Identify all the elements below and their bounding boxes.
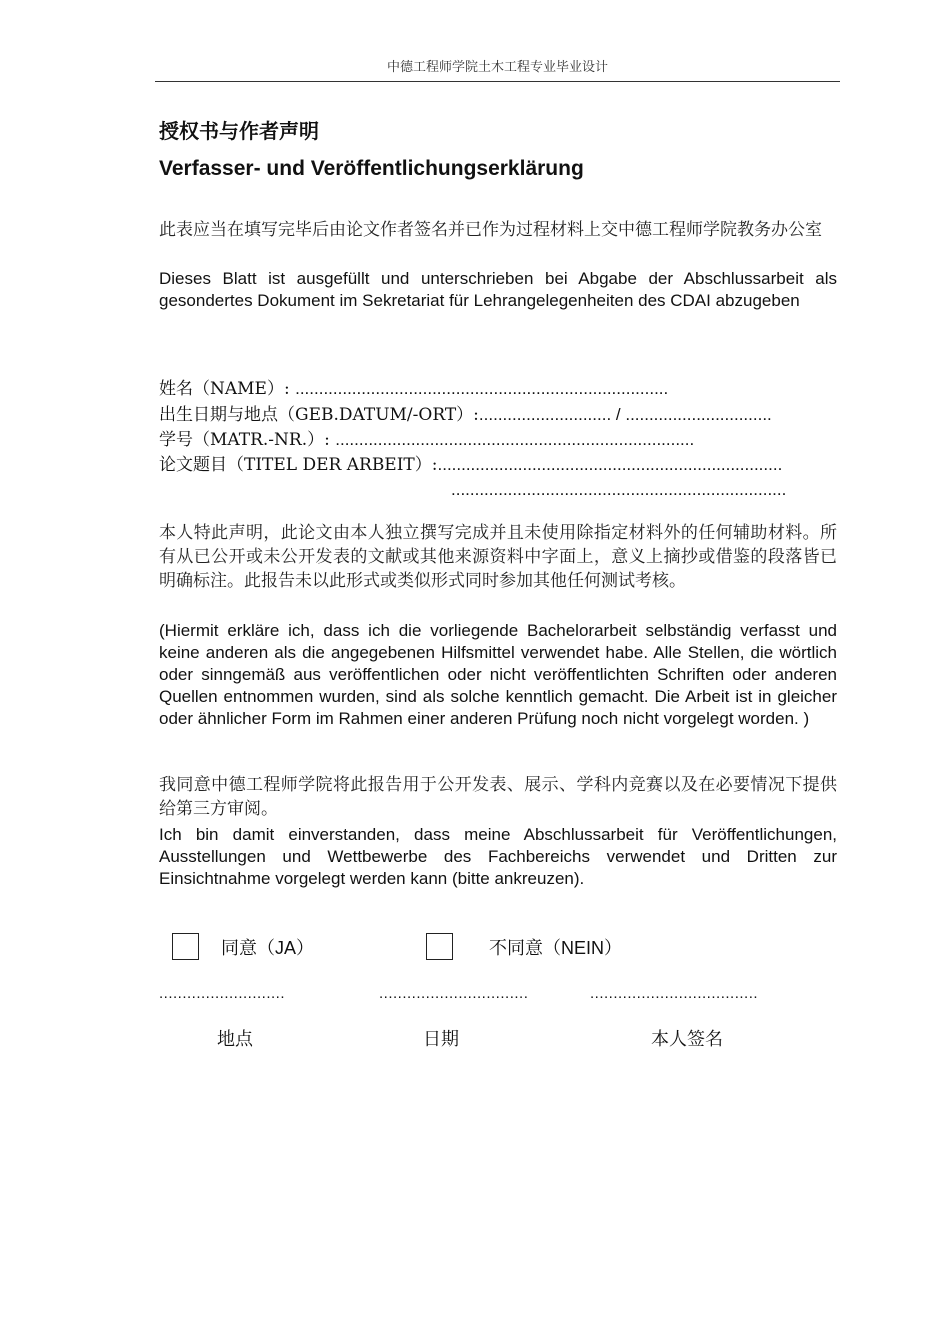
field-birth-date-blank[interactable]: ............................: [478, 405, 612, 424]
field-name-blank[interactable]: ...............................................................................: [295, 379, 669, 398]
disagree-checkbox[interactable]: [426, 933, 453, 960]
field-thesis-title-blank-2[interactable]: .......................................................................: [451, 480, 787, 499]
intro-text-cn: 此表应当在填写完毕后由论文作者签名并已作为过程材料上交中德工程师学院教务办公室: [159, 220, 822, 240]
field-birth-label: 出生日期与地点（GEB.DATUM/-ORT）:: [159, 405, 479, 425]
field-name-label: 姓名（NAME）:: [159, 379, 296, 399]
document-title-de: Verfasser- und Veröffentlichungserklärung: [159, 157, 584, 180]
field-thesis-title[interactable]: [159, 453, 782, 477]
field-matr-label: 学号（MATR.-NR.）:: [159, 430, 336, 450]
declaration-text-de: (Hiermit erkläre ich, dass ich die vorliegende Bachelorarbeit selbständig verfasst und keine anderen als die angegebenen Hilfsmittel verwendet habe. Alle Stellen, die wörtlich oder sinngemäß aus veröffentlichen oder nicht veröffentlichten Schriften oder anderen Quellen entnommen wurden, sind als solche kenntlich gemacht. Die Arbeit ist in gleicher oder ähnlicher Form im Rahmen einer anderen Prüfung noch nicht vorgelegt worden. ): [159, 621, 837, 728]
field-birth-place-blank[interactable]: ...............................: [625, 405, 772, 424]
signature-label: 本人签名: [651, 1029, 723, 1050]
page-header-title: 中德工程师学院土木工程专业毕业设计: [386, 60, 608, 75]
agree-label: 同意（JA）: [221, 938, 315, 958]
place-label: 地点: [217, 1029, 253, 1050]
date-blank[interactable]: ................................: [379, 985, 529, 1002]
signature-blank[interactable]: ....................................: [590, 985, 759, 1002]
field-thesis-title-label: 论文题目（TITEL DER ARBEIT）:: [159, 455, 438, 475]
date-label: 日期: [423, 1029, 459, 1050]
consent-text-cn: 我同意中德工程师学院将此报告用于公开发表、展示、学科内竞赛以及在必要情况下提供给第三方审阅。: [159, 775, 837, 819]
header-divider: [155, 81, 840, 82]
field-birth-separator: /: [611, 405, 626, 424]
document-title-cn: 授权书与作者声明: [159, 119, 319, 143]
field-birth[interactable]: [159, 403, 772, 427]
consent-text-de: Ich bin damit einverstanden, dass meine Abschlussarbeit für Veröffentlichungen, Ausstellungen und Wettbewerbe des Fachbereichs verwendet und Dritten zur Einsichtnahme vorgelegt werden kann (bitte ankreuzen).: [159, 825, 837, 888]
field-name[interactable]: [159, 377, 668, 401]
agree-checkbox[interactable]: [172, 933, 199, 960]
place-blank[interactable]: ...........................: [159, 985, 286, 1002]
intro-text-de: Dieses Blatt ist ausgefüllt und unterschrieben bei Abgabe der Abschlussarbeit als gesondertes Dokument im Sekretariat für Lehrangelegenheiten des CDAI abzugeben: [159, 269, 837, 310]
field-thesis-title-blank-1[interactable]: .........................................................................: [437, 455, 783, 474]
field-matr-blank[interactable]: ............................................................................: [335, 430, 695, 449]
declaration-text-cn: 本人特此声明，此论文由本人独立撰写完成并且未使用除指定材料外的任何辅助材料。所有从已公开或未公开发表的文献或其他来源资料中字面上，意义上摘抄或借鉴的段落皆已明确标注。此报告未以此形式或类似形式同时参加其他任何测试考核。: [159, 523, 837, 591]
field-matr[interactable]: [159, 428, 694, 452]
disagree-label: 不同意（NEIN）: [489, 938, 623, 958]
